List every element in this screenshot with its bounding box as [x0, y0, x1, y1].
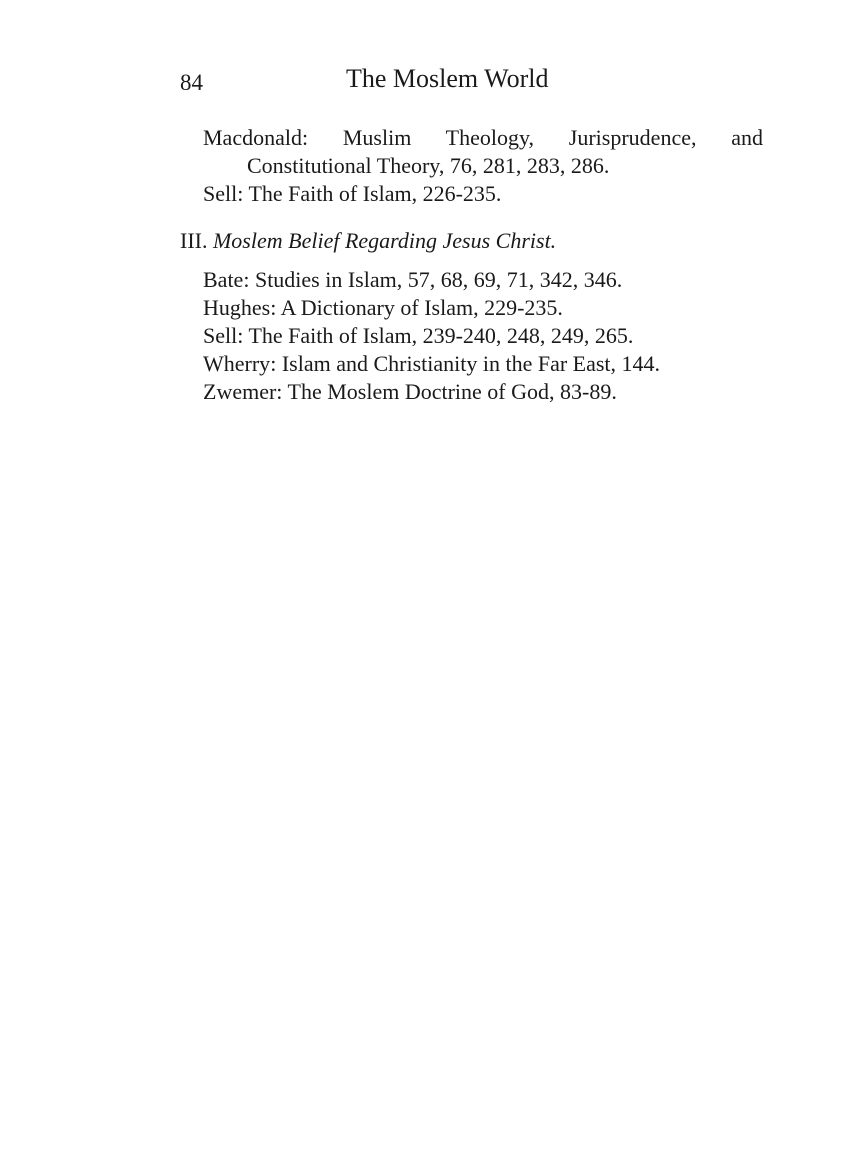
entry-author: Sell : [203, 181, 248, 206]
entry-author: Macdonald : [203, 125, 343, 150]
bibliography-entry [203, 266, 763, 294]
entry-work: A Dictionary of Islam, 229-235. [280, 295, 563, 320]
section-heading [180, 228, 556, 254]
entry-author: Zwemer : [203, 379, 288, 404]
entry-author: Sell : [203, 323, 248, 348]
section-numeral: III. [180, 228, 208, 253]
bibliography-entry [203, 180, 763, 208]
entry-work: Muslim Theology, Jurisprudence, and Constitutional Theory, 76, 281, 283, 286. [247, 125, 763, 178]
page-number: 84 [180, 70, 203, 95]
running-title: The Moslem World [346, 64, 549, 93]
entry-work: The Moslem Doctrine of God, 83-89. [287, 379, 617, 404]
running-head [180, 64, 780, 104]
bibliography-entry [203, 350, 763, 378]
entry-work: The Faith of Islam, 239-240, 248, 249, 265. [248, 323, 634, 348]
bibliography-entry [203, 378, 763, 406]
bibliography-entry [203, 124, 763, 180]
bibliography-list-bottom [203, 266, 763, 406]
entry-work: Studies in Islam, 57, 68, 69, 71, 342, 346. [254, 267, 623, 292]
entry-work: Islam and Christianity in the Far East, 144. [281, 351, 661, 376]
bibliography-entry [203, 322, 763, 350]
entry-author: Wherry : [203, 351, 282, 376]
entry-author: Bate : [203, 267, 255, 292]
section-title: Moslem Belief Regarding Jesus Christ. [212, 228, 557, 253]
entry-author: Hughes : [203, 295, 281, 320]
bibliography-entry [203, 294, 763, 322]
entry-work: The Faith of Islam, 226-235. [248, 181, 502, 206]
bibliography-list-top [203, 124, 763, 208]
